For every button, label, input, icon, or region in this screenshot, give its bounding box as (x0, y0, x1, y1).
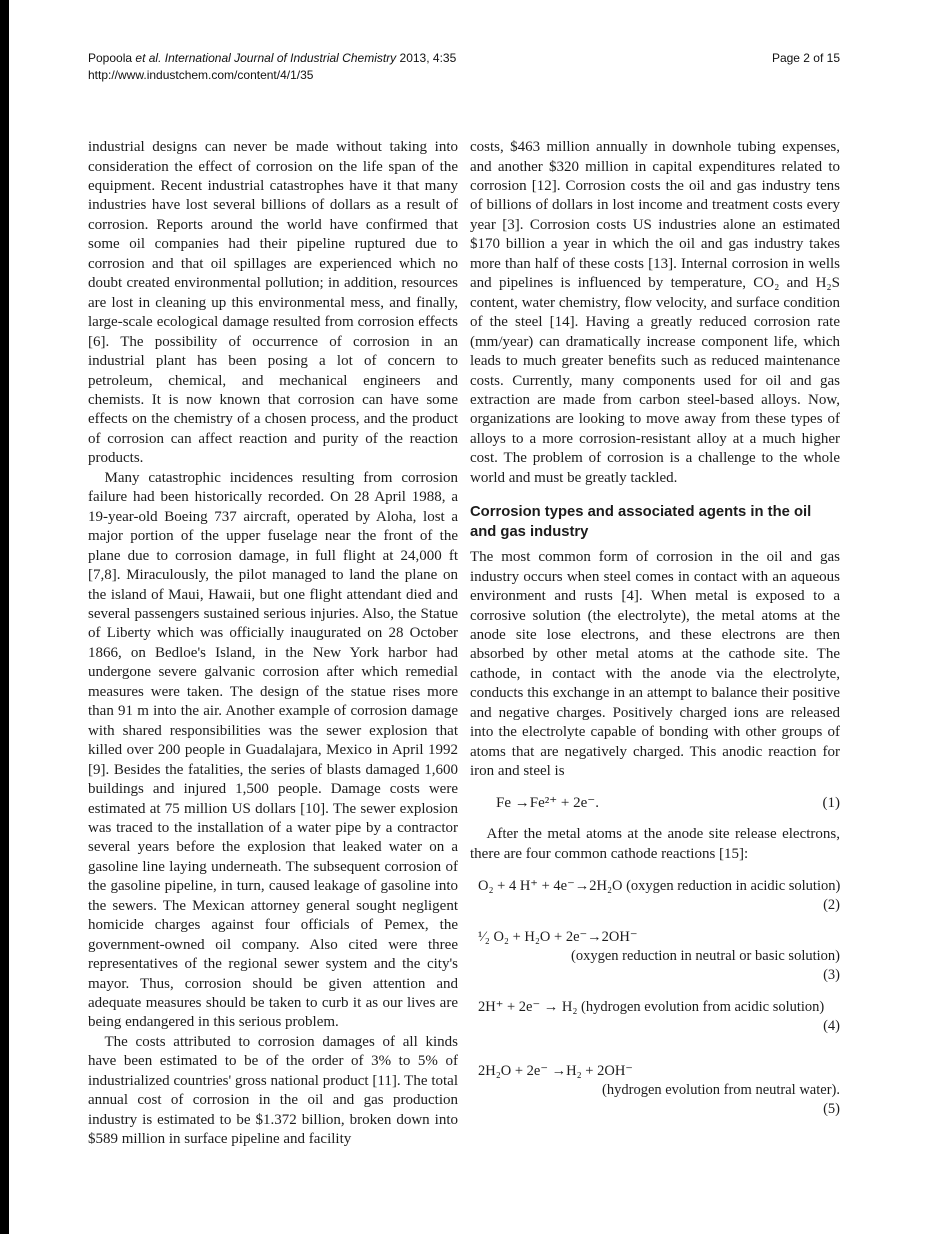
two-column-body (88, 138, 840, 1150)
body-paragraph: industrial designs can never be made without taking into consideration the effect of corrosion on the life span of the equipment. Recent industrial catastrophes have it that many industries have lost several billions of dollars as a result of corrosion. Reports around the world have confirmed that some oil companies had their pipeline ruptured due to corrosion and that oil spillages are experienced which no doubt created environmental pollution; in addition, resources are lost in cleaning up this environmental mess, and finally, large-scale ecological damage resulted from corrosion effects [6]. The possibility of occurrence of corrosion in an industrial plant has been posing a lot of concern to petroleum, chemical, and mechanical engineers and chemists. It is now known that corrosion can have some effects on the chemistry of a chosen process, and the product of corrosion can affect reaction and purity of the reaction products. (88, 139, 458, 467)
equation-3-note: (oxygen reduction in neutral or basic solution) (571, 947, 840, 964)
right-column (470, 138, 840, 1150)
equation-2 (470, 877, 840, 915)
equation-5 (470, 1062, 840, 1119)
equation-2-body: O₂ + 4 H⁺ + 4e⁻→2H₂O (oxygen reduction in acidic solution) (478, 877, 841, 894)
citation-line (88, 50, 456, 67)
body-paragraph: costs, $463 million annually in downhole tubing expenses, and another $320 million in capital expenditures related to corrosion [12]. Corrosion costs the oil and gas industry tens of billions of dollars in lost income and treatment costs every year [3]. Corrosion costs US industries alone an estimated $170 billion a year in which the oil and gas industry takes more than half of these costs [13]. Internal corrosion in wells and pipelines is influenced by temperature, CO₂ and H₂S content, water chemistry, flow velocity, and surface condition of the steel [14]. Having a greatly reduced corrosion rate (mm/year) can dramatically increase component life, which leads to much greater benefits such as reduced maintenance costs. Currently, many components used for oil and gas extraction are made from carbon steel-based alloys. Now, organizations are looking to move away from these types of alloys to a more corrosion-resistant alloy at a much higher cost. The problem of corrosion is a challenge to the whole world and must be greatly tackled. (470, 139, 840, 486)
header-url: http://www.industchem.com/content/4/1/35 (88, 67, 314, 82)
equation-1-body: Fe →Fe²⁺ + 2e⁻. (496, 794, 599, 811)
page-edge-bar (0, 0, 9, 1234)
equation-2-number: (2) (823, 896, 840, 913)
citation-author: Popoola (88, 51, 133, 65)
equation-1 (470, 794, 840, 813)
equation-5-note: (hydrogen evolution from neutral water). (602, 1081, 840, 1098)
equation-1-number: (1) (822, 794, 840, 811)
citation-journal: et al. International Journal of Industrial Chemistry (135, 51, 397, 65)
page-indicator: Page 2 of 15 (771, 51, 840, 65)
left-column (88, 138, 458, 1150)
body-paragraph: The costs attributed to corrosion damages of all kinds have been estimated to be of the order of 3% to 5% of industrialized countries' gross national product [11]. The total annual cost of corrosion in the oil and gas production industry is estimated to be $1.372 billion, broken down into $589 million in surface pipeline and facility (88, 1033, 458, 1148)
equation-3 (470, 928, 840, 985)
citation-issue: 2013, 4:35 (399, 51, 457, 65)
equation-5-number: (5) (823, 1100, 840, 1117)
page-header (88, 50, 840, 83)
equation-4-body: 2H⁺ + 2e⁻ → H₂ (hydrogen evolution from acidic solution) (478, 998, 825, 1015)
equation-3-number: (3) (823, 966, 840, 983)
journal-page (88, 50, 840, 1150)
body-paragraph: Many catastrophic incidences resulting from corrosion failure had been historically recorded. On 28 April 1988, a 19-year-old Boeing 737 aircraft, operated by Aloha, lost a major portion of the upper fuselage near the front of the plane due to corrosion damage, in full flight at 24,000 ft [7,8]. Miraculously, the pilot managed to land the plane on the island of Maui, Hawaii, but one flight attendant died and several passengers sustained serious injuries. Also, the Statue of Liberty which was officially inaugurated on 28 October 1866, on Bedloe's Island, in the New York harbor had undergone severe galvanic corrosion after which remedial measures were taken. The design of the statue rises more than 91 m into the air. Another example of corrosion damage with shared responsibilities was the sewer explosion that killed over 200 people in Guadalajara, Mexico in April 1992 [9]. Besides the fatalities, the series of blasts damaged 1,600 buildings and injured 1,500 people. Damage costs were estimated at 75 million US dollars [10]. The sewer explosion was traced to the installation of a water pipe by a contractor several years before the explosion that leaked water on a gasoline line laying underneath. The subsequent corrosion of the gasoline pipeline, in turn, caused leakage of gasoline into the sewers. The Mexican attorney general sought negligent homicide charges against four officials of Pemex, the government-owned oil company. Also cited were three representatives of the regional sewer system and the city's mayor. Thus, corrosion should be given attention and adequate measures should be taken to curb it as our lives are being endangered in this serious problem. (88, 469, 458, 1031)
equation-4 (470, 998, 840, 1036)
body-paragraph: After the metal atoms at the anode site release electrons, there are four common cathode reactions [15]: (470, 826, 840, 862)
equation-3-body: ¹⁄₂ O₂ + H₂O + 2e⁻→2OH⁻ (478, 928, 638, 945)
equation-5-body: 2H₂O + 2e⁻ →H₂ + 2OH⁻ (478, 1062, 633, 1079)
equation-4-number: (4) (823, 1017, 840, 1034)
section-heading: Corrosion types and associated agents in the oil and gas industry (470, 504, 812, 541)
body-paragraph: The most common form of corrosion in the oil and gas industry occurs when steel comes in contact with an aqueous environment and rusts [4]. When metal is exposed to a corrosive solution (the electrolyte), the metal atoms at the anode site lose electrons, and these electrons are then absorbed by other metal atoms at the cathode site. The cathode, in contact with the anode via the electrolyte, conducts this exchange in an attempt to balance their positive and negative charges. Positively charged ions are released into the electrolyte capable of bonding with other groups of atoms that are negatively charged. This anodic reaction for iron and steel is (470, 549, 840, 780)
header-left (88, 50, 456, 83)
